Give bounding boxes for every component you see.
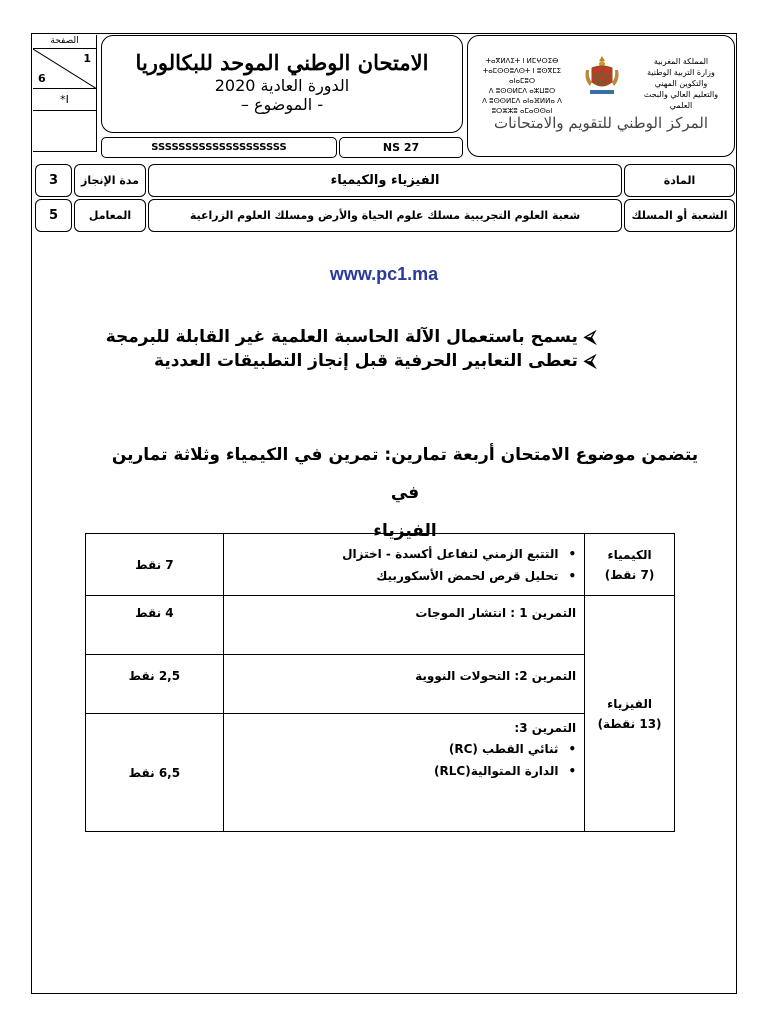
grade-table: [85, 533, 675, 832]
rule-text: تعطى التعابير الحرفية قبل إنجاز التطبيقات العددية: [154, 351, 578, 371]
page-total: 6: [38, 72, 46, 85]
page-current: 1: [83, 52, 91, 65]
exam-subject-label: - الموضوع –: [240, 95, 324, 114]
list-item: • الدارة المتوالية(RLC): [232, 760, 576, 782]
page-label: الصفحة: [33, 35, 96, 49]
arrow-bullet-icon: ⮘: [583, 351, 596, 371]
section-title: الفيزياء: [607, 696, 652, 711]
arabic-org-line: والتكوين المهني: [654, 79, 708, 88]
intro-line: الفيزياء: [373, 521, 437, 541]
center-name: المركز الوطني للتقويم والامتحانات: [493, 114, 709, 132]
exercise-2: التمرين 2: التحولات النووية: [223, 655, 584, 714]
tifinagh-line: ⵜⴰⵎⵙⵙⵓⴷⵙⵜ ⵏ ⵓⵙⴳⵎⵉ ⴰⵏⴰⵎⵓⵔ: [482, 67, 562, 85]
arrow-bullet-icon: ⮘: [583, 327, 596, 347]
list-item: • ثنائي القطب (RC): [232, 738, 576, 760]
tifinagh-line: ⴷ ⵓⵙⵙⵍⵎⴷ ⴰⵣⵡⵓⵔ: [488, 87, 556, 95]
site-link[interactable]: www.pc1.ma: [329, 264, 439, 284]
section-points: (13 نقطة): [597, 716, 662, 731]
ministry-box: [467, 35, 735, 157]
list-item: • التتبع الزمني لتفاعل أكسدة - اختزال: [232, 543, 576, 565]
duration-label: مدة الإنجاز: [74, 164, 146, 197]
arabic-org-name: [636, 56, 726, 111]
page-fraction: [33, 49, 96, 89]
chemistry-section: [585, 534, 675, 596]
exercise-2-points: 2,5 نقط: [86, 655, 224, 714]
arabic-org-line: المملكة المغربية: [653, 57, 709, 66]
arabic-org-line: والتعليم العالي والبحث العلمي: [643, 90, 719, 110]
exercise-3: [223, 714, 584, 832]
coef-label: المعامل: [74, 199, 146, 232]
exam-code-right: NS 27: [339, 137, 463, 158]
physics-section: [585, 596, 675, 832]
duration-value: 3: [35, 164, 72, 197]
intro-line: يتضمن موضوع الامتحان أربعة تمارين: تمرين في الكيمياء وثلاثة تمارين في: [111, 445, 699, 503]
arabic-org-line: وزارة التربية الوطنية: [647, 68, 715, 77]
tifinagh-line: ⴷ ⵓⵙⵙⵍⵎⴷ ⴰⵏⴰⴼⵍⵍⴰ ⴷ ⵓⵔⵣⵣⵓ ⴰⵎⴰⵙⵙⴰⵏ: [482, 97, 562, 115]
table-row: [86, 534, 675, 596]
rule-item: [106, 325, 596, 349]
coef-value: 5: [35, 199, 72, 232]
rule-item: [106, 349, 596, 373]
exam-rules: [106, 325, 596, 373]
subject-label: المادة: [624, 164, 735, 197]
table-row: [86, 596, 675, 655]
branch-label: الشعبة أو المسلك: [624, 199, 735, 232]
rule-text: يسمح باستعمال الآلة الحاسبة العلمية غير القابلة للبرمجة: [105, 327, 578, 347]
chemistry-points: 7 نقط: [86, 534, 224, 596]
page-number-box: [33, 35, 97, 152]
coat-of-arms-icon: [582, 54, 622, 98]
section-points: (7 نقط): [604, 567, 655, 582]
page-code: *I: [33, 89, 96, 111]
subject-value: الفيزياء والكيمياء: [148, 164, 622, 197]
tifinagh-org-name: [476, 56, 568, 116]
exam-code-left: SSSSSSSSSSSSSSSSSSSS: [101, 137, 337, 158]
section-title: الكيمياء: [607, 547, 652, 562]
exam-session: الدورة العادية 2020: [214, 76, 350, 95]
exercise-3-title: التمرين 3:: [514, 721, 577, 735]
branch-value: شعبة العلوم التجريبية مسلك علوم الحياة والأرض ومسلك العلوم الزراعية: [148, 199, 622, 232]
exercise-1: التمرين 1 : انتشار الموجات: [223, 596, 584, 655]
chemistry-items: [223, 534, 584, 596]
exercise-1-points: 4 نقط: [86, 596, 224, 655]
tifinagh-line: ⵜⴰⴳⵍⴷⵉⵜ ⵏ ⵍⵎⵖⵔⵉⴱ: [485, 57, 559, 65]
list-item: • تحليل قرص لحمض الأسكوربيك: [232, 565, 576, 587]
exercise-3-points: 6,5 نقط: [86, 714, 224, 832]
exam-title-box: [101, 35, 463, 133]
exam-title: الامتحان الوطني الموحد للبكالوريا: [135, 50, 429, 75]
